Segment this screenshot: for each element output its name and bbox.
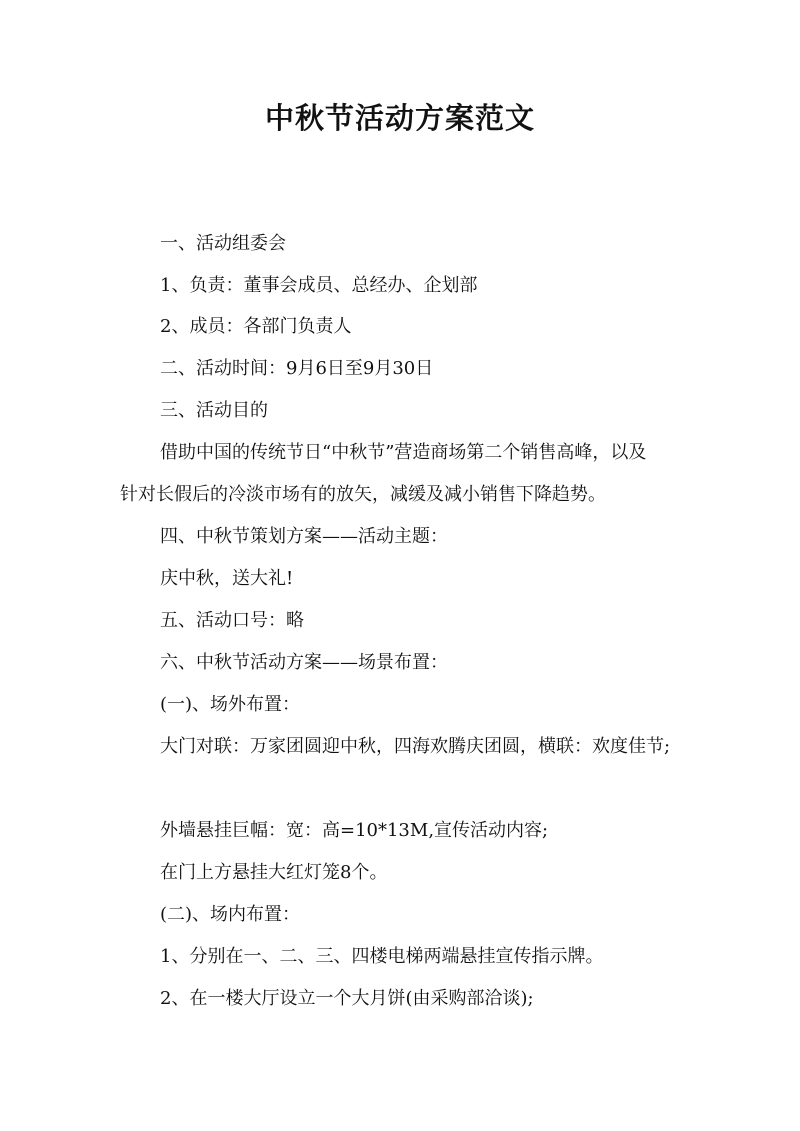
section-heading-time: 二、活动时间：9月6日至9月30日 — [160, 358, 434, 379]
subsection-heading-outdoor: (一)、场外布置： — [160, 694, 301, 715]
section-heading-slogan: 五、活动口号：略 — [160, 610, 304, 631]
paragraph-line: 2、成员：各部门负责人 — [160, 316, 352, 337]
document-title: 中秋节活动方案范文 — [264, 101, 535, 135]
paragraph-line: 庆中秋，送大礼! — [160, 568, 294, 589]
subsection-heading-indoor: (二)、场内布置： — [160, 904, 301, 925]
paragraph-line: 1、分别在一、二、三、四楼电梯两端悬挂宣传指示牌。 — [160, 946, 604, 967]
paragraph-line: 借助中国的传统节日“中秋节”营造商场第二个销售高峰，以及 — [160, 442, 647, 463]
paragraph-line: 2、在一楼大厅设立一个大月饼(由采购部洽谈); — [160, 988, 534, 1009]
paragraph-line: 1、负责：董事会成员、总经办、企划部 — [160, 275, 478, 296]
section-heading-purpose: 三、活动目的 — [160, 400, 268, 421]
section-heading-theme: 四、中秋节策划方案——活动主题： — [160, 526, 448, 547]
paragraph-line: 在门上方悬挂大红灯笼8个。 — [160, 862, 388, 883]
section-heading-scene: 六、中秋节活动方案——场景布置： — [160, 652, 448, 673]
paragraph-line-continuation: 针对长假后的冷淡市场有的放矢，减缓及减小销售下降趋势。 — [120, 484, 606, 505]
paragraph-line: 外墙悬挂巨幅：宽：高=10*13M,宣传活动内容; — [160, 820, 549, 841]
section-heading-committee: 一、活动组委会 — [160, 233, 286, 254]
paragraph-line: 大门对联：万家团圆迎中秋，四海欢腾庆团圆，横联：欢度佳节; — [160, 736, 671, 757]
